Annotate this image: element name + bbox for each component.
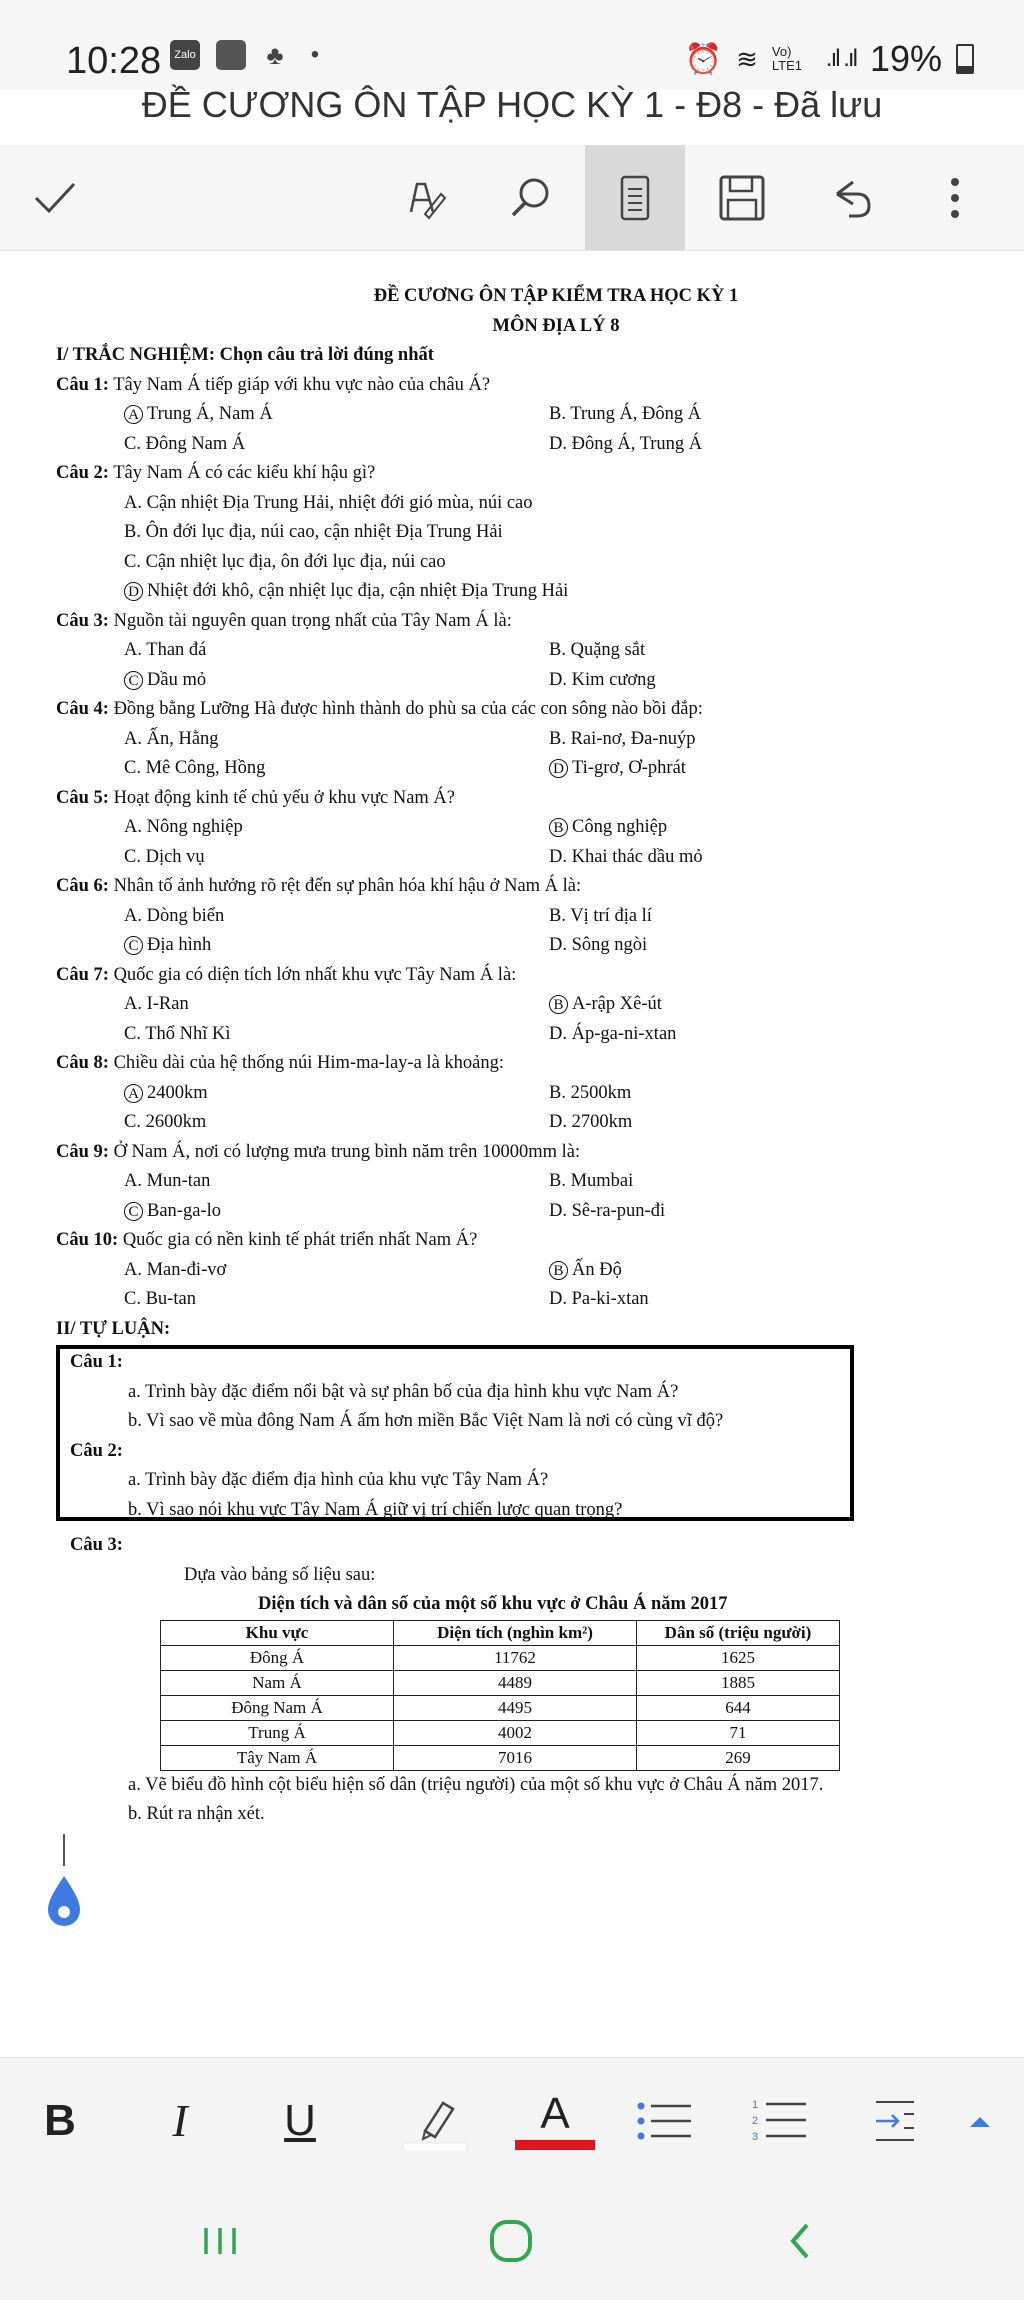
recent-apps-icon[interactable] — [170, 2182, 270, 2300]
table-header: Khu vực — [161, 1620, 394, 1645]
options-row: A. Than đá B. Quặng sắt — [124, 640, 646, 660]
option: D Nhiệt đới khô, cận nhiệt lục địa, cận nhiệt Địa Trung Hải — [56, 577, 976, 607]
zalo-icon: Zalo — [170, 40, 200, 70]
option: A. Cận nhiệt Địa Trung Hải, nhiệt đới gió mùa, núi cao — [124, 492, 533, 513]
more-icon[interactable] — [925, 145, 985, 250]
essay-highlight-box — [56, 1345, 854, 1521]
essay-subquestion: b. Vì sao nói khu vực Tây Nam Á giữ vị trí chiến lược quan trọng? — [128, 1499, 623, 1520]
answer-mark: B — [549, 995, 568, 1014]
status-time: 10:28 — [66, 40, 162, 82]
question: Câu 7: Quốc gia có diện tích lớn nhất khu vực Tây Nam Á là: — [56, 964, 517, 985]
svg-text:2: 2 — [752, 2114, 759, 2127]
data-table — [160, 1620, 840, 1771]
options-row: A 2400km B. 2500km — [56, 1079, 976, 1109]
home-icon[interactable] — [461, 2182, 561, 2300]
options-row: A. I-Ran B A-rập Xê-út — [124, 994, 662, 1014]
question: Câu 3: Nguồn tài nguyên quan trọng nhất của Tây Nam Á là: — [56, 610, 512, 631]
table-row: Nam Á 4489 1885 — [161, 1670, 840, 1695]
essay-subquestion: a. Trình bày đặc điểm địa hình của khu vực Tây Nam Á? — [128, 1470, 549, 1490]
answer-mark: C — [124, 671, 143, 690]
numbered-list-icon — [750, 2096, 810, 2146]
options-row: A. Ấn, Hằng B. Rai-nơ, Đa-nuýp — [124, 728, 696, 749]
expand-toolbar-icon[interactable] — [950, 2058, 1010, 2183]
essay-subquestion: a. Vẽ biểu đồ hình cột biểu hiện số dân (triệu người) của một số khu vực ở Châu Á năm 2017. — [128, 1774, 824, 1795]
question: Câu 1: Tây Nam Á tiếp giáp với khu vực nào của châu Á? — [56, 374, 491, 395]
bold-button[interactable]: B — [44, 2095, 76, 2145]
essay-subquestion: b. Rút ra nhận xét. — [128, 1804, 265, 1824]
table-row: Đông Nam Á 4495 644 — [161, 1695, 840, 1720]
section-title: I/ TRẮC NGHIỆM: Chọn câu trả lời đúng nhất — [56, 345, 434, 365]
table-header: Diện tích (nghìn km²) — [394, 1620, 637, 1645]
pen-icon[interactable] — [390, 145, 460, 250]
status-bar — [0, 0, 1024, 90]
essay-question: Câu 2: — [70, 1440, 123, 1461]
answer-mark: C — [124, 936, 143, 955]
options-row: C. Bu-tan D. Pa-ki-xtan — [124, 1289, 649, 1309]
doc-subheading: MÔN ĐỊA LÝ 8 — [492, 315, 620, 336]
answer-mark: C — [124, 1202, 143, 1221]
options-row: C. Đông Nam Á D. Đông Á, Trung Á — [124, 433, 703, 454]
battery-level: 19% — [869, 38, 942, 79]
options-row: A. Nông nghiệp B Công nghiệp — [124, 817, 668, 837]
section-title: II/ TỰ LUẬN: — [56, 1318, 171, 1339]
signal-icon: .ıl .ıl — [825, 45, 856, 72]
battery-icon — [956, 44, 974, 74]
system-nav-bar — [0, 2182, 1024, 2300]
svg-text:1: 1 — [752, 2098, 759, 2111]
font-color-button[interactable]: A — [505, 2058, 605, 2183]
essay-question: Câu 1: — [70, 1352, 123, 1372]
answer-mark: D — [124, 582, 143, 601]
question: Câu 6: Nhân tố ảnh hưởng rõ rệt đến sự phân hóa khí hậu ở Nam Á là: — [56, 876, 582, 896]
answer-mark: D — [549, 759, 568, 778]
notification-icon: ♣ — [266, 40, 284, 70]
document-page[interactable] — [56, 270, 976, 1830]
bullet-list-icon — [635, 2098, 695, 2144]
options-row: A. Man-đi-vơ B Ấn Độ — [124, 1259, 622, 1280]
question: Câu 8: Chiều dài của hệ thống núi Him-ma-lay-a là khoảng: — [56, 1053, 505, 1073]
table-row: Tây Nam Á 7016 269 — [161, 1745, 840, 1770]
doc-heading: ĐỀ CƯƠNG ÔN TẬP KIỂM TRA HỌC KỲ 1 — [373, 286, 739, 306]
essay-question: Câu 3: — [70, 1535, 123, 1555]
question: Câu 4: Đồng bằng Lưỡng Hà được hình thành do phù sa của các con sông nào bồi đắp: — [56, 699, 703, 719]
bullet-list-button[interactable] — [625, 2058, 705, 2183]
options-row: A. Dòng biển B. Vị trí địa lí — [124, 905, 652, 926]
underline-button[interactable]: U — [284, 2095, 316, 2145]
wifi-icon: ≋ — [736, 43, 758, 74]
options-row: C Địa hình D. Sông ngòi — [56, 931, 976, 961]
svg-text:3: 3 — [752, 2130, 759, 2143]
indent-button[interactable] — [855, 2058, 935, 2183]
search-icon[interactable] — [495, 145, 565, 250]
options-row: C Dầu mỏ D. Kim cương — [56, 666, 976, 696]
table-intro: Dựa vào bảng số liệu sau: — [184, 1564, 376, 1585]
numbered-list-button[interactable] — [740, 2058, 820, 2183]
answer-mark: B — [549, 1261, 568, 1280]
options-row: A. Mun-tan B. Mumbai — [124, 1171, 634, 1191]
options-row: C. Dịch vụ D. Khai thác dầu mỏ — [124, 846, 703, 867]
answer-mark: A — [124, 405, 143, 424]
question: Câu 10: Quốc gia có nền kinh tế phát triển nhất Nam Á? — [56, 1230, 478, 1250]
essay-subquestion: b. Vì sao về mùa đông Nam Á ấm hơn miền Bắc Việt Nam là nơi có cùng vĩ độ? — [128, 1411, 724, 1431]
highlight-button[interactable] — [385, 2058, 485, 2183]
document-title: ĐỀ CƯƠNG ÔN TẬP HỌC KỲ 1 - Đ8 - Đã lưu — [141, 84, 883, 125]
format-toolbar — [0, 2057, 1024, 2183]
font-color-swatch — [515, 2140, 595, 2150]
options-row: C. Mê Công, Hồng D Ti-grơ, Ơ-phrát — [124, 758, 686, 778]
option: C. Cận nhiệt lục địa, ôn đới lục địa, núi cao — [124, 551, 446, 572]
network-label: Vo) LTE1 — [771, 44, 803, 73]
gallery-icon — [216, 40, 246, 70]
check-icon[interactable] — [20, 145, 90, 250]
undo-icon[interactable] — [815, 145, 885, 250]
status-right — [685, 38, 974, 80]
save-icon[interactable] — [707, 145, 777, 250]
options-row: C. 2600km D. 2700km — [124, 1112, 633, 1132]
option: B. Ôn đới lục địa, núi cao, cận nhiệt Địa Trung Hải — [124, 522, 503, 542]
reading-mode-icon[interactable] — [585, 145, 685, 250]
indent-icon — [870, 2098, 920, 2144]
options-row: C. Thổ Nhĩ Kì D. Áp-ga-ni-xtan — [124, 1023, 677, 1044]
answer-mark: A — [124, 1084, 143, 1103]
table-row: Đông Á 11762 1625 — [161, 1645, 840, 1670]
options-row: A Trung Á, Nam Á B. Trung Á, Đông Á — [56, 400, 976, 430]
answer-mark: B — [549, 818, 568, 837]
cursor-handle[interactable] — [44, 1830, 84, 1935]
question: Câu 5: Hoạt động kinh tế chủ yếu ở khu vực Nam Á? — [56, 787, 455, 808]
italic-button[interactable]: I — [172, 2095, 188, 2146]
top-toolbar — [0, 145, 1024, 251]
table-header: Dân số (triệu người) — [637, 1620, 840, 1645]
table-title: Diện tích và dân số của một số khu vực ở Châu Á năm 2017 — [258, 1594, 728, 1614]
question: Câu 2: Tây Nam Á có các kiểu khí hậu gì? — [56, 463, 376, 483]
highlighter-icon — [395, 2091, 475, 2151]
question: Câu 9: Ở Nam Á, nơi có lượng mưa trung bình năm trên 10000mm là: — [56, 1141, 581, 1162]
dot-icon: • — [310, 41, 320, 68]
alarm-icon: ⏰ — [684, 42, 723, 76]
essay-subquestion: a. Trình bày đặc điểm nổi bật và sự phân bố của địa hình khu vực Nam Á? — [128, 1381, 679, 1402]
table-row: Trung Á 4002 71 — [161, 1720, 840, 1745]
back-icon[interactable] — [750, 2182, 850, 2300]
options-row: C Ban-ga-lo D. Sê-ra-pun-đi — [56, 1197, 976, 1227]
